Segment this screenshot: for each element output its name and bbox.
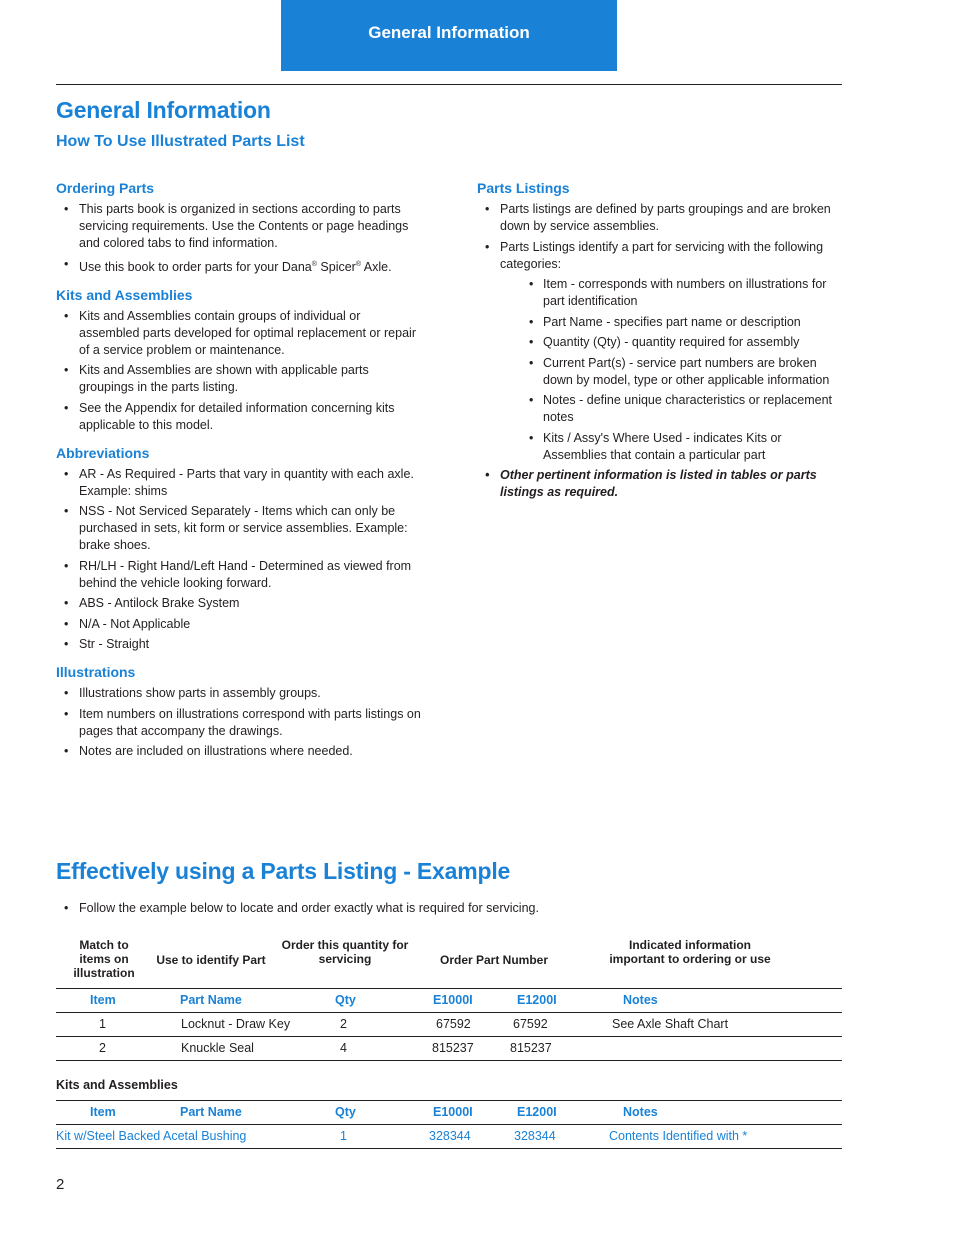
- cell-item: 1: [99, 1017, 106, 1031]
- illustrations-section: [56, 663, 421, 760]
- list-item: • Notes are included on illustrations where needed.: [56, 743, 421, 760]
- section-heading: Abbreviations: [56, 444, 150, 461]
- category-list: [500, 276, 842, 464]
- list-item: • Item numbers on illustrations correspond with parts listings on pages that accompany the drawings.: [56, 706, 421, 740]
- table-row: [56, 1037, 842, 1061]
- kits-table: [56, 1100, 842, 1149]
- kits-label: Kits and Assemblies: [56, 1078, 178, 1092]
- cell-part-name: Knuckle Seal: [181, 1041, 254, 1055]
- cell-e1200: 815237: [510, 1041, 552, 1055]
- col-e1200: E1200I: [517, 993, 557, 1007]
- left-column: [56, 179, 421, 770]
- note-item: • Other pertinent information is listed in tables or parts listings as required.: [477, 467, 842, 501]
- col-notes: Notes: [623, 993, 658, 1007]
- list-item: • See the Appendix for detailed information concerning kits applicable to this model.: [56, 400, 421, 434]
- cell-item: 2: [99, 1041, 106, 1055]
- explain-identify: Use to identify Part: [156, 953, 266, 967]
- cell-qty: 4: [340, 1041, 347, 1055]
- parts-listings-section: [477, 179, 842, 501]
- sub-list-item: • Current Part(s) - service part numbers are broken down by model, type or other applicable information: [521, 355, 842, 389]
- list-item: • RH/LH - Right Hand/Left Hand - Determined as viewed from behind the vehicle looking forward.: [56, 558, 421, 592]
- list-item: • Str - Straight: [56, 636, 421, 653]
- example-intro: [56, 900, 842, 921]
- sub-list-item: • Quantity (Qty) - quantity required for assembly: [521, 334, 842, 351]
- page-number: 2: [56, 1176, 65, 1193]
- header-rule: [56, 84, 842, 85]
- col-qty: Qty: [335, 1105, 356, 1119]
- section-heading: Parts Listings: [477, 180, 570, 196]
- explain-match: Match to items on illustration: [73, 938, 135, 980]
- page-subtitle: How To Use Illustrated Parts List: [56, 133, 305, 150]
- col-part-name: Part Name: [180, 1105, 242, 1119]
- cell-part-name: Locknut - Draw Key: [181, 1017, 291, 1031]
- kits-assemblies-section: [56, 286, 421, 434]
- section-heading: Kits and Assemblies: [56, 286, 193, 303]
- list-item: • NSS - Not Serviced Separately - Items which can only be purchased in sets, kit form or service assemblies. Example: brake shoes.: [56, 503, 421, 554]
- explain-indicated: Indicated information important to ordering or use: [609, 938, 771, 966]
- col-e1000: E1000I: [433, 1105, 473, 1119]
- section-heading: Illustrations: [56, 664, 136, 681]
- cell-e1000: 328344: [429, 1129, 471, 1143]
- list-item: • Kits and Assemblies are shown with applicable parts groupings in the parts listing.: [56, 362, 421, 396]
- abbreviations-section: [56, 444, 421, 654]
- explain-qty: Order this quantity for servicing: [281, 938, 409, 966]
- right-column: [477, 179, 842, 511]
- col-qty: Qty: [335, 993, 356, 1007]
- cell-part-name: Kit w/Steel Backed Acetal Bushing: [56, 1129, 247, 1143]
- cell-qty: 1: [340, 1129, 347, 1143]
- cell-e1000: 815237: [432, 1041, 474, 1055]
- list-item: • N/A - Not Applicable: [56, 616, 421, 633]
- list-item: [477, 239, 842, 464]
- sub-list-item: • Kits / Assy's Where Used - indicates Kits or Assemblies that contain a particular part: [521, 430, 842, 464]
- cell-notes: See Axle Shaft Chart: [612, 1017, 729, 1031]
- section-tab: General Information: [281, 0, 617, 71]
- cell-qty: 2: [340, 1017, 347, 1031]
- cell-e1200: 67592: [513, 1017, 548, 1031]
- explain-order: Order Part Number: [439, 953, 549, 967]
- table-header-row: [56, 988, 842, 1013]
- list-item: • This parts book is organized in sections according to parts servicing requirements. Use the Contents or page headings and colored tabs to find information.: [56, 201, 421, 252]
- section-heading: Ordering Parts: [56, 180, 155, 196]
- col-item: Item: [90, 1105, 116, 1119]
- sub-list-item: • Item - corresponds with numbers on illustrations for part identification: [521, 276, 842, 310]
- cell-e1000: 67592: [436, 1017, 471, 1031]
- list-item: • Parts listings are defined by parts groupings and are broken down by service assemblies.: [477, 201, 842, 235]
- table-row: [56, 1013, 842, 1037]
- sub-list-item: • Notes - define unique characteristics or replacement notes: [521, 392, 842, 426]
- list-item: • Illustrations show parts in assembly groups.: [56, 685, 421, 702]
- table-row: [56, 1125, 842, 1149]
- cell-notes: Contents Identified with *: [609, 1129, 748, 1143]
- page-title: General Information: [56, 97, 271, 123]
- col-e1200: E1200I: [517, 1105, 557, 1119]
- ordering-parts-section: [56, 179, 421, 276]
- col-item: Item: [90, 993, 116, 1007]
- col-notes: Notes: [623, 1105, 658, 1119]
- parts-table: [56, 988, 842, 1061]
- col-part-name: Part Name: [180, 993, 242, 1007]
- table-header-row: [56, 1100, 842, 1125]
- list-item-text: Parts Listings identify a part for servicing with the following categories:: [500, 239, 824, 271]
- list-item: • AR - As Required - Parts that vary in quantity with each axle. Example: shims: [56, 466, 421, 500]
- list-item: • Use this book to order parts for your Dana® Spicer® Axle.: [56, 256, 421, 276]
- cell-e1200: 328344: [514, 1129, 556, 1143]
- sub-list-item: • Part Name - specifies part name or description: [521, 314, 842, 331]
- example-title: Effectively using a Parts Listing - Example: [56, 858, 511, 884]
- col-e1000: E1000I: [433, 993, 473, 1007]
- list-item: • ABS - Antilock Brake System: [56, 595, 421, 612]
- list-item: • Follow the example below to locate and order exactly what is required for servicing.: [56, 900, 842, 917]
- list-item: • Kits and Assemblies contain groups of individual or assembled parts developed for optimal replacement or repair of a service problem or maintenance.: [56, 308, 421, 359]
